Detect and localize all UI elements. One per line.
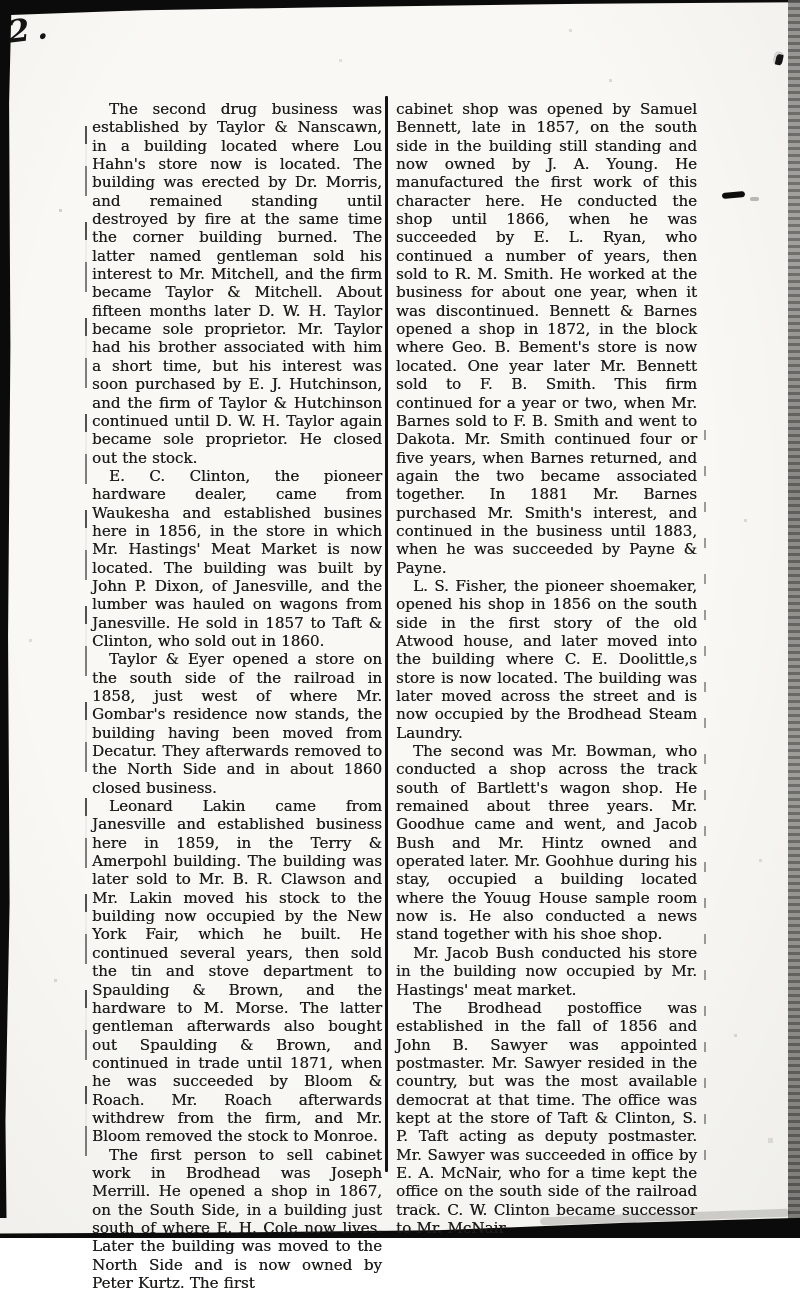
paragraph-taylor-eyer: Taylor & Eyer opened a store on the south side of the railroad in 1858, just west of where Mr. Gombar's residence now stands, the building having been moved from Decatur. They afterwards removed to the North Side and in about 1860 closed business. [92, 650, 382, 797]
column-divider-rule [385, 96, 388, 1172]
ink-blot-mark [773, 51, 785, 66]
paragraph-clinton-hardware: E. C. Clinton, the pioneer hardware dealer, came from Waukesha and established busines here in 1856, in the store in which Mr. Hastings' Meat Market is now located. The building was built by John P. Dixon, of Janesville, and the lumber was hauled on wagons from Janesville. He sold in 1857 to Taft & Clinton, who sold out in 1860. [92, 466, 382, 650]
paragraph-fisher-shoemaker: L. S. Fisher, the pioneer shoemaker, opened his shop in 1856 on the south side in the first story of the old Atwood house, and later moved into the building where C. E. Doolittle,s store is now located. The building was later moved across the street and is now occupied by the Brodhead Steam Laundry. [396, 576, 697, 742]
handwritten-page-number: 2. [5, 9, 57, 51]
column-rule-left [85, 126, 87, 1170]
paragraph-cabinet-shop: cabinet shop was opened by Samuel Bennett, late in 1857, on the south side in the building still standing and now owned by J. A. Young. He manufactured the first work of this character here. He conducted the shop until 1866, when he was succeeded by E. L. Ryan, who continued a number of years, then sold to R. M. Smith. He worked at the business for about one year, when it was discontinued. Bennett & Barnes opened a shop in 1872, in the block where Geo. B. Bement's store is now located. One year later Mr. Bennett sold to F. B. Smith. This firm continued for a year or two, when Mr. Barnes sold to F. B. Smith and went to Dakota. Mr. Smith continued four or five years, when Barnes returned, and again the two became associated together. In 1881 Mr. Barnes purchased Mr. Smith's interest, and continued in the business until 1883, when he was succeeded by Payne & Payne. [396, 100, 697, 577]
scan-edge-right [788, 0, 800, 1238]
paragraph-drug-business: The second drug business was established by Taylor & Nanscawn, in a building located where Lou Hahn's store now is located. The building was erected by Dr. Morris, and remained standing until destroyed by fire at the same time the corner building burned. The latter named gentleman sold his interest to Mr. Mitchell, and the firm became Taylor & Mitchell. About fifteen months later D. W. H. Taylor became sole proprietor. Mr. Taylor had his brother associated with him a short time, but his interest was soon purchased by E. J. Hutchinson, and the firm of Taylor & Hutchinson continued until D. W. H. Taylor again became sole proprietor. He closed out the stock. [92, 100, 382, 467]
scan-edge-top [0, 0, 800, 16]
paragraph-leonard-lakin: Leonard Lakin came from Janesville and established business here in 1859, in the Terry & Amerpohl building. The building was later sold to Mr. B. R. Clawson and Mr. Lakin moved his stock to the building now occupied by the New York Fair, which he built. He continued several years, then sold the tin and stove department to Spaulding & Brown, and the hardware to M. Morse. The latter gentleman afterwards also bought out Spaulding & Brown, and continued in trade until 1871, when he was succeeded by Bloom & Roach. Mr. Roach afterwards withdrew from the firm, and Mr. Bloom removed the stock to Monroe. [92, 797, 382, 1146]
paragraph-jacob-bush: Mr. Jacob Bush conducted his store in the building now occupied by Mr. Hastings' meat market. [396, 943, 697, 999]
ink-dash-mark [722, 191, 745, 199]
scan-edge-left [0, 6, 13, 1218]
ink-dash-smudge [750, 197, 759, 201]
paragraph-cabinet-work: The first person to sell cabinet work in Brodhead was Joseph Merrill. He opened a shop in 1867, on the South Side, in a building just south of where E. H. Cole now lives. Later the building was moved to the North Side and is now owned by Peter Kurtz. The first [92, 1145, 382, 1292]
paper-speckles [0, 0, 1, 1]
left-column [92, 100, 382, 1292]
right-column [396, 100, 697, 1237]
paragraph-bowman-shop: The second was Mr. Bowman, who conducted a shop across the track south of Bartlett's wagon shop. He remained about three years. Mr. Goodhue came and went, and Jacob Bush and Mr. Hintz owned and operated later. Mr. Goohhue during his stay, occupied a building located where the Youug House sample room now is. He also conducted a news stand together with his shoe shop. [396, 742, 697, 944]
paragraph-postoffice: The Brodhead postoffice was established in the fall of 1856 and John B. Sawyer was appointed postmaster. Mr. Sawyer resided in the country, but was the most available democrat at that time. The office was kept at the store of Taft & Clinton, S. P. Taft acting as deputy postmaster. Mr. Sawyer was succeeded in office by E. A. McNair, who for a time kept the office on the south side of the railroad track. C. W. Clinton became successor to Mr. McNair [396, 998, 697, 1237]
column-rule-right [704, 430, 706, 1170]
